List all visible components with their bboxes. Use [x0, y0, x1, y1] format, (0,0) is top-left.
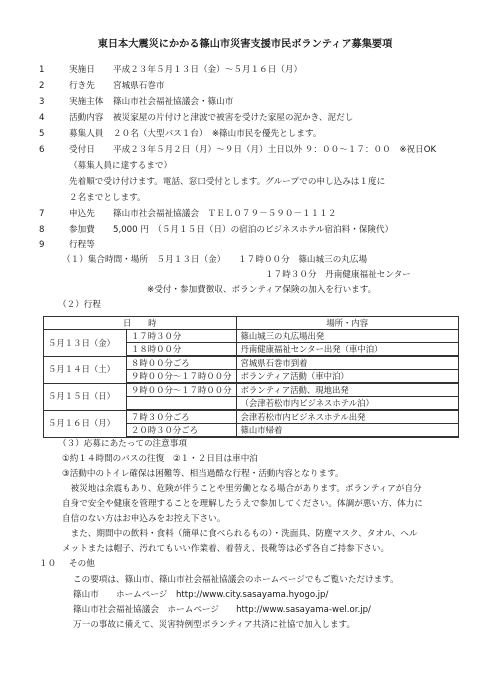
- schedule-time: ９時００分～１７時００分: [127, 370, 237, 384]
- item-text: 被災家屋の片付けと津波で被害を受けた家屋の泥かき、泥だし: [113, 113, 354, 123]
- assembly-line-1: （１）集合時間・場所 ５月１３日（金） １７時００分 篠山城三の丸広場: [62, 255, 368, 265]
- item-number: 4: [39, 113, 45, 123]
- item6-cont-1: （募集人員に達するまで）: [69, 161, 173, 171]
- item8-label: 参加費: [69, 225, 95, 235]
- item-label: 実施日: [69, 65, 95, 75]
- item-label: 活動内容: [69, 113, 104, 123]
- note-line: メットまたは帽子、汚れてもいい作業着、着替え、長靴等は必ず各自ご持参下さい。: [62, 544, 390, 554]
- item-number: 1: [39, 65, 45, 75]
- schedule-place: ボランティア活動（車中泊）: [236, 370, 459, 384]
- note-line: 自身で安全や健康を管理することを理解したうえで参加してください。体調が悪い方、体力に: [62, 499, 423, 509]
- schedule-place: ボランティア活動、現地出発: [236, 383, 459, 397]
- item7-text: 篠山市社会福祉協議会 ＴＥＬ０７９－５９０－１１１２: [113, 209, 337, 219]
- item-text: 平成２３年５月２日（月）～９日（月）土日以外 ９：００～１７：００ ※祝日OK: [113, 145, 437, 155]
- schedule-place: 会津若松市内ビジネスホテル出発: [236, 410, 459, 424]
- assembly-note: ※受付・参加費徴収、ボランティア保険の加入を行います。: [147, 285, 377, 295]
- table-row: [44, 330, 459, 343]
- schedule-place: （会津若松市内ビジネスホテル泊）: [236, 397, 459, 411]
- item6-cont-2: 先着順で受け付けます。電話、窓口受付とします。グループでの申し込みは１度に: [69, 177, 386, 187]
- table-row: [44, 383, 459, 397]
- schedule-date: ５月１４日（土）: [44, 356, 127, 383]
- schedule-place: 篠山城三の丸広場出発: [236, 330, 459, 343]
- schedule-time: ９時００分～１７時００分: [127, 383, 237, 397]
- schedule-time: １８時００分: [127, 343, 237, 357]
- schedule-header-place: 場所・内容: [236, 317, 459, 330]
- schedule-time: ８時００分ごろ: [127, 356, 237, 370]
- item9-label: 行程等: [69, 240, 95, 250]
- schedule-place: 篠山市帰着: [236, 424, 459, 438]
- item6-cont-3: ２名までとします。: [69, 193, 146, 203]
- other-line: 万一の事故に備えて、災害特例型ボランティア共済に社協で加入します。: [73, 620, 356, 630]
- item-text: 篠山市社会福祉協議会・篠山市: [113, 97, 234, 107]
- table-row: [44, 356, 459, 370]
- item10-number: １０: [39, 559, 57, 569]
- item8-text: 5,000 円 （５月１５日（日）の宿泊のビジネスホテル宿泊料・保険代）: [113, 225, 394, 235]
- schedule-table: [43, 316, 459, 438]
- schedule-date: ５月１３日（金）: [44, 330, 127, 357]
- item10-label: その他: [69, 559, 95, 569]
- notes-heading: （３）応募にあたっての注意事項: [58, 439, 187, 449]
- note-line: 自信のない方はお申込みをお控え下さい。: [62, 514, 226, 524]
- other-line: この要項は、篠山市、篠山市社会福祉協議会のホームページでもご覧いただけます。: [73, 575, 399, 585]
- page-title: 東日本大震災にかかる篠山市災害支援市民ボランティア募集要項: [97, 39, 393, 50]
- item-text: 宮城県石巻市: [113, 81, 165, 91]
- assembly-line-2: １７時３０分 丹南健康福祉センター: [265, 270, 411, 280]
- schedule-time: ７時３０分ごろ: [127, 410, 237, 424]
- note-line: 被災地は余震もあり、危険が伴うことや里労働となる場合があります。ボランティアが自分: [62, 484, 422, 494]
- item-number: 2: [39, 81, 45, 91]
- schedule-time: [127, 397, 237, 411]
- item7-label: 申込先: [69, 209, 95, 219]
- item-number: 3: [39, 97, 45, 107]
- schedule-heading: （２）行程: [58, 300, 101, 310]
- schedule-time: １７時３０分: [127, 330, 237, 343]
- schedule-place: 丹南健康福祉センター出発（車中泊）: [236, 343, 459, 357]
- item-label: 実施主体: [69, 97, 104, 107]
- item-text: 平成２３年５月１３日（金）～５月１６日（月）: [113, 65, 303, 75]
- item-number: 5: [39, 129, 45, 139]
- item-label: 行き先: [69, 81, 95, 91]
- item-text: ２０名（大型バス１台） ※篠山市民を優先とします。: [113, 129, 322, 139]
- schedule-header-date: 日 時: [44, 317, 237, 330]
- item9-number: 9: [39, 240, 45, 250]
- item-number: 6: [39, 145, 45, 155]
- schedule-date: ５月１６日（月）: [44, 410, 127, 437]
- item8-number: 8: [39, 225, 45, 235]
- item-label: 募集人員: [69, 129, 104, 139]
- table-row: [44, 410, 459, 424]
- schedule-date: ５月１５日（日）: [44, 383, 127, 410]
- schedule-place: 宮城県石巻市到着: [236, 356, 459, 370]
- other-line: 篠山市 ホームページ http://www.city.sasayama.hyogo.jp/: [73, 590, 329, 600]
- item7-number: 7: [39, 209, 45, 219]
- note-line: ①約１４時間のバスの往復 ②１・２日目は車中泊: [62, 454, 258, 464]
- other-line: 篠山市社会福祉協議会 ホームページ http://www.sasayama-wel.or.jp/: [73, 605, 371, 615]
- item-label: 受付日: [69, 145, 95, 155]
- note-line: また、期間中の飲料・食料（簡単に食べられるもの）・洗面具、防塵マスク、タオル、ヘル: [62, 529, 418, 539]
- note-line: ③活動中のトイレ確保は困難等、相当過酷な行程・活動内容となります。: [62, 469, 344, 479]
- schedule-time: ２０時３０分ごろ: [127, 424, 237, 438]
